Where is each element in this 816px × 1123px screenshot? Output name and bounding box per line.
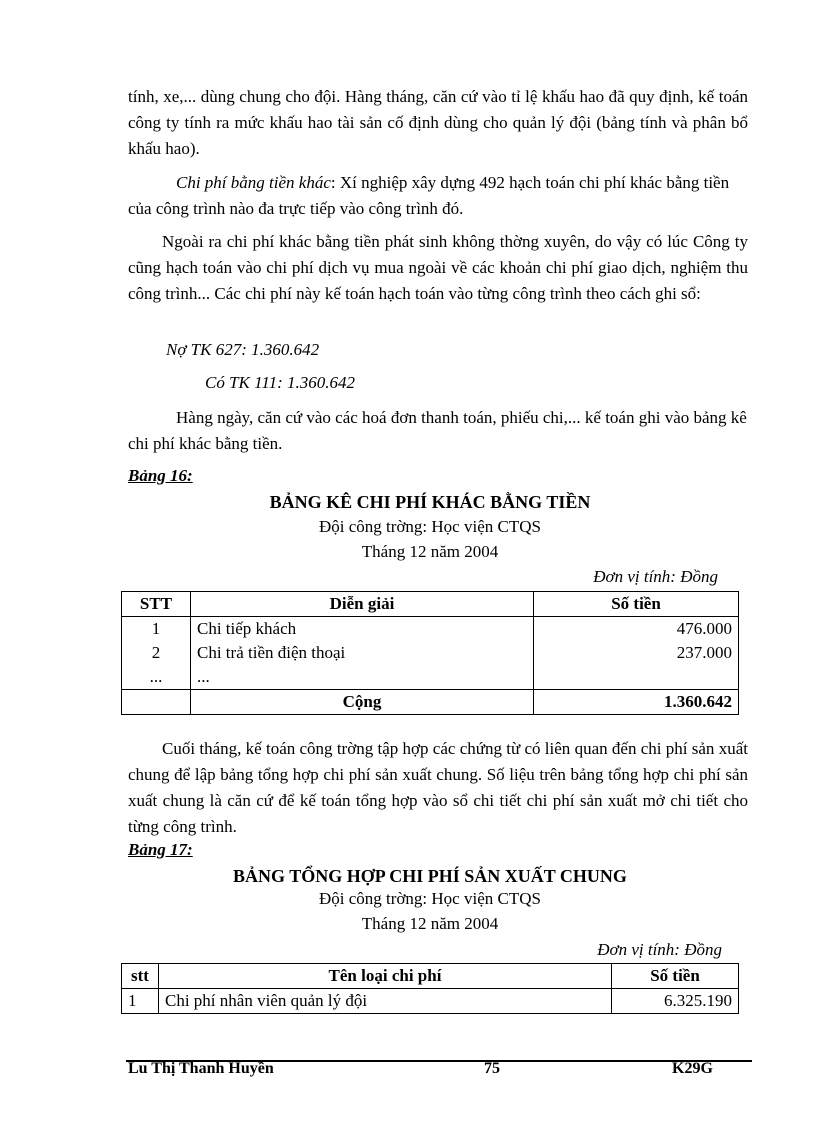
table17-period: Tháng 12 năm 2004 (361, 914, 499, 933)
table17-cell-cost-type: Chi phí nhân viên quản lý đội (159, 989, 612, 1014)
table-row (122, 641, 739, 665)
table16-cell-amount: 237.000 (534, 641, 739, 665)
table16-label: Bảng 16: (128, 466, 193, 485)
table16-cell-amount (534, 665, 739, 690)
table16-cell-stt: 2 (122, 641, 191, 665)
table16-header-description: Diễn giải (191, 592, 534, 617)
table16-total-empty (122, 690, 191, 715)
table16-title: BẢNG KÊ CHI PHÍ KHÁC BẰNG TIỀN (269, 492, 591, 512)
table-row (122, 617, 739, 642)
table17-subtitle: Đội công trờng: Học viện CTQS (319, 889, 541, 908)
table16-subtitle: Đội công trờng: Học viện CTQS (319, 517, 541, 536)
table17-cell-stt: 1 (122, 989, 159, 1014)
table16-cell-stt: ... (122, 665, 191, 690)
table17-cell-amount: 6.325.190 (612, 989, 739, 1014)
paragraph-depreciation: tính, xe,... dùng chung cho đội. Hàng tháng, căn cứ vào tỉ lệ khấu hao đã quy định, kế toán công ty tính ra mức khấu hao tài sản cố định dùng cho quản lý đội (bảng tính và phân bổ khấu hao). (128, 87, 748, 158)
table16-cell-description: Chi trả tiền điện thoại (191, 641, 534, 665)
journal-credit-entry: Có TK 111: 1.360.642 (205, 373, 356, 392)
footer-author: Lu Thị Thanh Huyền (128, 1060, 274, 1077)
journal-debit-entry: Nợ TK 627: 1.360.642 (166, 340, 320, 359)
paragraph-month-end: Cuối tháng, kế toán công trờng tập hợp các chứng từ có liên quan đến chi phí sản xuất chung để lập bảng tổng hợp chi phí sản xuất chung. Số liệu trên bảng tổng hợp chi phí sản xuất chung là căn cứ để kế toán tổng hợp vào sổ chi tiết chi phí sản xuất mở chi tiết cho từng công trình. (128, 739, 748, 836)
table16-header-stt: STT (122, 592, 191, 617)
paragraph-other-cash-costs (128, 170, 748, 222)
table-row (122, 989, 739, 1014)
other-cash-costs-text: : Xí nghiệp xây dựng 492 hạch toán chi phí khác bằng tiền của công trình nào đa trực tiếp vào công trình đó. (128, 173, 730, 218)
table17-header-amount: Số tiền (612, 964, 739, 989)
footer-page-number: 75 (484, 1060, 500, 1077)
other-cash-costs-lead: Chi phí bằng tiền khác (176, 173, 331, 192)
table16-total-value: 1.360.642 (534, 690, 739, 715)
table17 (121, 963, 739, 1014)
table17-unit: Đơn vị tính: Đồng (597, 940, 722, 959)
table-row (122, 665, 739, 690)
table16-cell-amount: 476.000 (534, 617, 739, 642)
table17-header-cost-type: Tên loại chi phí (159, 964, 612, 989)
table17-label: Bảng 17: (128, 840, 193, 859)
table16-cell-stt: 1 (122, 617, 191, 642)
paragraph-daily-recording: Hàng ngày, căn cứ vào các hoá đơn thanh toán, phiếu chi,... kế toán ghi vào bảng kê chi phí khác bằng tiền. (128, 408, 747, 453)
table17-header-row (122, 964, 739, 989)
paragraph-irregular-costs: Ngoài ra chi phí khác bằng tiền phát sinh không thờng xuyên, do vậy có lúc Công ty cũng hạch toán vào chi phí dịch vụ mua ngoài về các khoản chi phí giao dịch, nghiệm thu công trình... Các chi phí này kế toán hạch toán vào từng công trình theo cách ghi sổ: (128, 232, 748, 303)
table16-unit: Đơn vị tính: Đồng (593, 567, 718, 586)
table16-header-amount: Số tiền (534, 592, 739, 617)
table16-total-row (122, 690, 739, 715)
table16-cell-description: Chi tiếp khách (191, 617, 534, 642)
table16-cell-description: ... (191, 665, 534, 690)
table16-period: Tháng 12 năm 2004 (361, 542, 499, 561)
table16-header-row (122, 592, 739, 617)
table16 (121, 591, 739, 715)
table17-header-stt: stt (122, 964, 159, 989)
footer-class: K29G (672, 1060, 713, 1077)
table17-title: BẢNG TỔNG HỢP CHI PHÍ SẢN XUẤT CHUNG (233, 866, 627, 886)
table16-total-label: Cộng (191, 690, 534, 715)
